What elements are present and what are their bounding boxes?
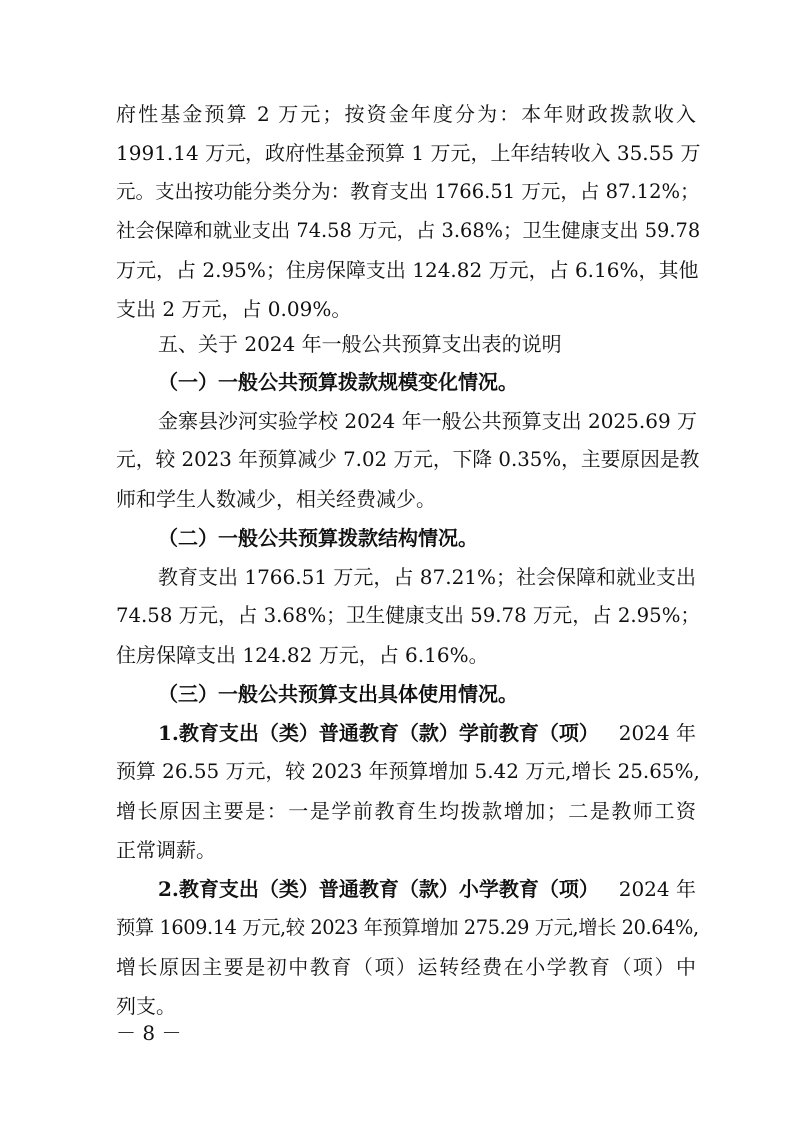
paragraph-line: 教育支出 1766.51 万元，占 87.21%；社会保障和就业支出 <box>158 565 697 589</box>
item-2-lead: 2.教育支出（类）普通教育（款）小学教育（项） <box>158 877 599 901</box>
paragraph-line: 预算 26.55 万元，较 2023 年预算增加 5.42 万元,增长 25.65%, <box>116 760 700 783</box>
subsection-2-title: （二）一般公共预算拨款结构情况。 <box>158 526 478 550</box>
item-2-lead-line <box>158 876 696 902</box>
paragraph-line: 列支。 <box>116 994 176 1018</box>
subsection-3-title: （三）一般公共预算支出具体使用情况。 <box>158 682 518 706</box>
paragraph-line: 师和学生人数减少，相关经费减少。 <box>116 487 436 511</box>
paragraph-line: 金寨县沙河实验学校 2024 年一般公共预算支出 2025.69 万 <box>158 409 698 433</box>
paragraph-line: 元。支出按功能分类分为：教育支出 1766.51 万元，占 87.12%； <box>116 180 700 203</box>
section-five-title: 五、关于 2024 年一般公共预算支出表的说明 <box>158 332 562 356</box>
paragraph-line: 住房保障支出 124.82 万元，占 6.16%。 <box>116 643 489 667</box>
item-1-lead-line <box>158 720 696 746</box>
page-number: － 8 － <box>116 1021 182 1045</box>
paragraph-line: 府性基金预算 2 万元；按资金年度分为：本年财政拨款收入 <box>116 102 696 126</box>
item-2-lead-tail: 2024 年 <box>618 877 696 901</box>
item-1-lead: 1.教育支出（类）普通教育（款）学前教育（项） <box>158 721 599 745</box>
paragraph-line: 增长原因主要是：一是学前教育生均拨款增加；二是教师工资 <box>116 799 696 823</box>
paragraph-line: 正常调薪。 <box>116 838 216 862</box>
subsection-1-title: （一）一般公共预算拨款规模变化情况。 <box>158 370 518 394</box>
paragraph-line: 增长原因主要是初中教育（项）运转经费在小学教育（项）中 <box>116 955 696 979</box>
paragraph-line: 支出 2 万元，占 0.09%。 <box>116 297 352 321</box>
item-1-lead-tail: 2024 年 <box>618 721 696 745</box>
paragraph-line: 社会保障和就业支出 74.58 万元，占 3.68%；卫生健康支出 59.78 <box>116 219 701 242</box>
paragraph-line: 74.58 万元，占 3.68%；卫生健康支出 59.78 万元，占 2.95%； <box>116 604 701 627</box>
paragraph-line: 预算 1609.14 万元,较 2023 年预算增加 275.29 万元,增长 20.64%, <box>116 916 699 939</box>
paragraph-line: 1991.14 万元，政府性基金预算 1 万元，上年结转收入 35.55 万 <box>116 141 701 165</box>
paragraph-line: 元，较 2023 年预算减少 7.02 万元，下降 0.35%，主要原因是教 <box>116 448 700 471</box>
paragraph-line: 万元，占 2.95%；住房保障支出 124.82 万元，占 6.16%，其他 <box>116 258 699 282</box>
